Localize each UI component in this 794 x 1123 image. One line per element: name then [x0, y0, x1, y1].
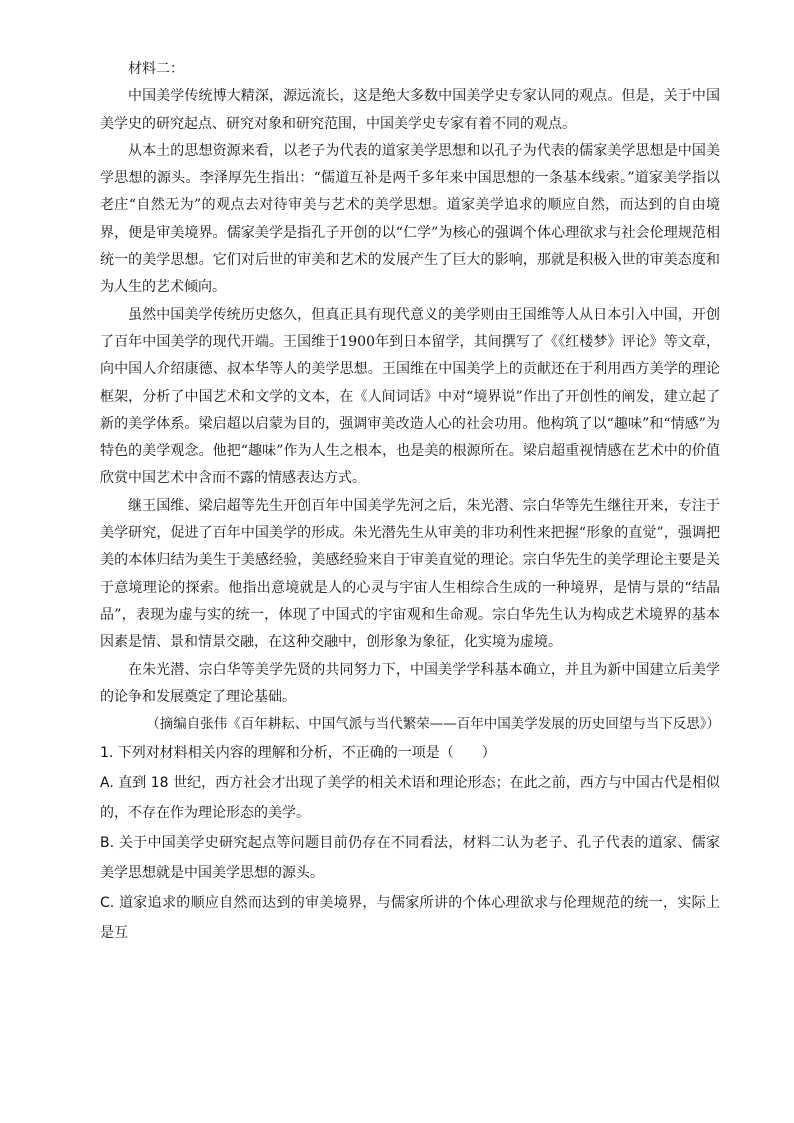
question-option-a: A. 直到 18 世纪，西方社会才出现了美学的相关术语和理论形态；在此之前，西方与中国古代是相似的，不存在作为理论形态的美学。	[100, 775, 720, 822]
document-content	[100, 56, 720, 948]
material-source: （摘编自张伟《百年耕耘、中国气派与当代繁荣——百年中国美学发展的历史回望与当下反思》）	[146, 716, 720, 733]
material-paragraph-5: 在朱光潜、宗白华等美学先贤的共同努力下，中国美学学科基本确立，并且为新中国建立后美学的论争和发展奠定了理论基础。	[100, 661, 720, 705]
material-paragraph-2: 从本土的思想资源来看，以老子为代表的道家美学思想和以孔子为代表的儒家美学思想是中国美学思想的源头。李泽厚先生指出：“儒道互补是两千多年来中国思想的一条基本线索。”道家美学指以老庄“自然无为”的观点去对待审美与艺术的美学思想。道家美学追求的顺应自然，而达到的自由境界，便是审美境界。儒家美学是指孔子开创的以“仁学”为核心的强调个体心理欲求与社会伦理规范相统一的美学思想。它们对后世的审美和艺术的发展产生了巨大的影响，那就是积极入世的审美态度和为人生的艺术倾向。	[100, 142, 720, 296]
question-option-b: B. 关于中国美学史研究起点等问题目前仍存在不同看法，材料二认为老子、孔子代表的道家、儒家美学思想就是中国美学思想的源头。	[100, 835, 720, 882]
question-option-c: C. 道家追求的顺应自然而达到的审美境界，与儒家所讲的个体心理欲求与伦理规范的统一，实际上是互	[100, 895, 720, 942]
material-paragraph-1: 中国美学传统博大精深，源远流长，这是绝大多数中国美学史专家认同的观点。但是，关于中国美学史的研究起点、研究对象和研究范围，中国美学史专家有着不同的观点。	[100, 88, 720, 132]
material-heading: 材料二：	[128, 61, 184, 77]
material-paragraph-3: 虽然中国美学传统历史悠久，但真正具有现代意义的美学则由王国维等人从日本引入中国，开创了百年中国美学的现代开端。王国维于1900年到日本留学，其间撰写了《《红楼梦》评论》等文章，向中国人介绍康德、叔本华等人的美学思想。王国维在中国美学上的贡献还在于利用西方美学的理论框架，分析了中国艺术和文学的文本，在《人间词话》中对“境界说”作出了开创性的阐发，建立起了新的美学体系。梁启超以启蒙为目的，强调审美改造人心的社会功用。他构筑了以“趣味”和“情感”为特色的美学观念。他把“趣味”作为人生之根本，也是美的根源所在。梁启超重视情感在艺术中的价值欣赏中国艺术中含而不露的情感表达方式。	[100, 306, 720, 487]
question-stem: 1. 下列对材料相关内容的理解和分析，不正确的一项是（ ）	[100, 745, 496, 762]
material-paragraph-4: 继王国维、梁启超等先生开创百年中国美学先河之后，朱光潜、宗白华等先生继往开来，专注于美学研究，促进了百年中国美学的形成。朱光潜先生从审美的非功利性来把握“形象的直觉”，强调把美的本体归结为美生于美感经验，美感经验来自于审美直觉的理论。宗白华先生的美学理论主要是关于意境理论的探索。他指出意境就是人的心灵与宇宙人生相综合生成的一种境界，是情与景的“结晶品”，表现为虚与实的统一，体现了中国式的宇宙观和生命观。宗白华先生认为构成艺术境界的基本因素是情、景和情景交融，在这种交融中，创形象为象征，化实境为虚境。	[100, 497, 720, 651]
